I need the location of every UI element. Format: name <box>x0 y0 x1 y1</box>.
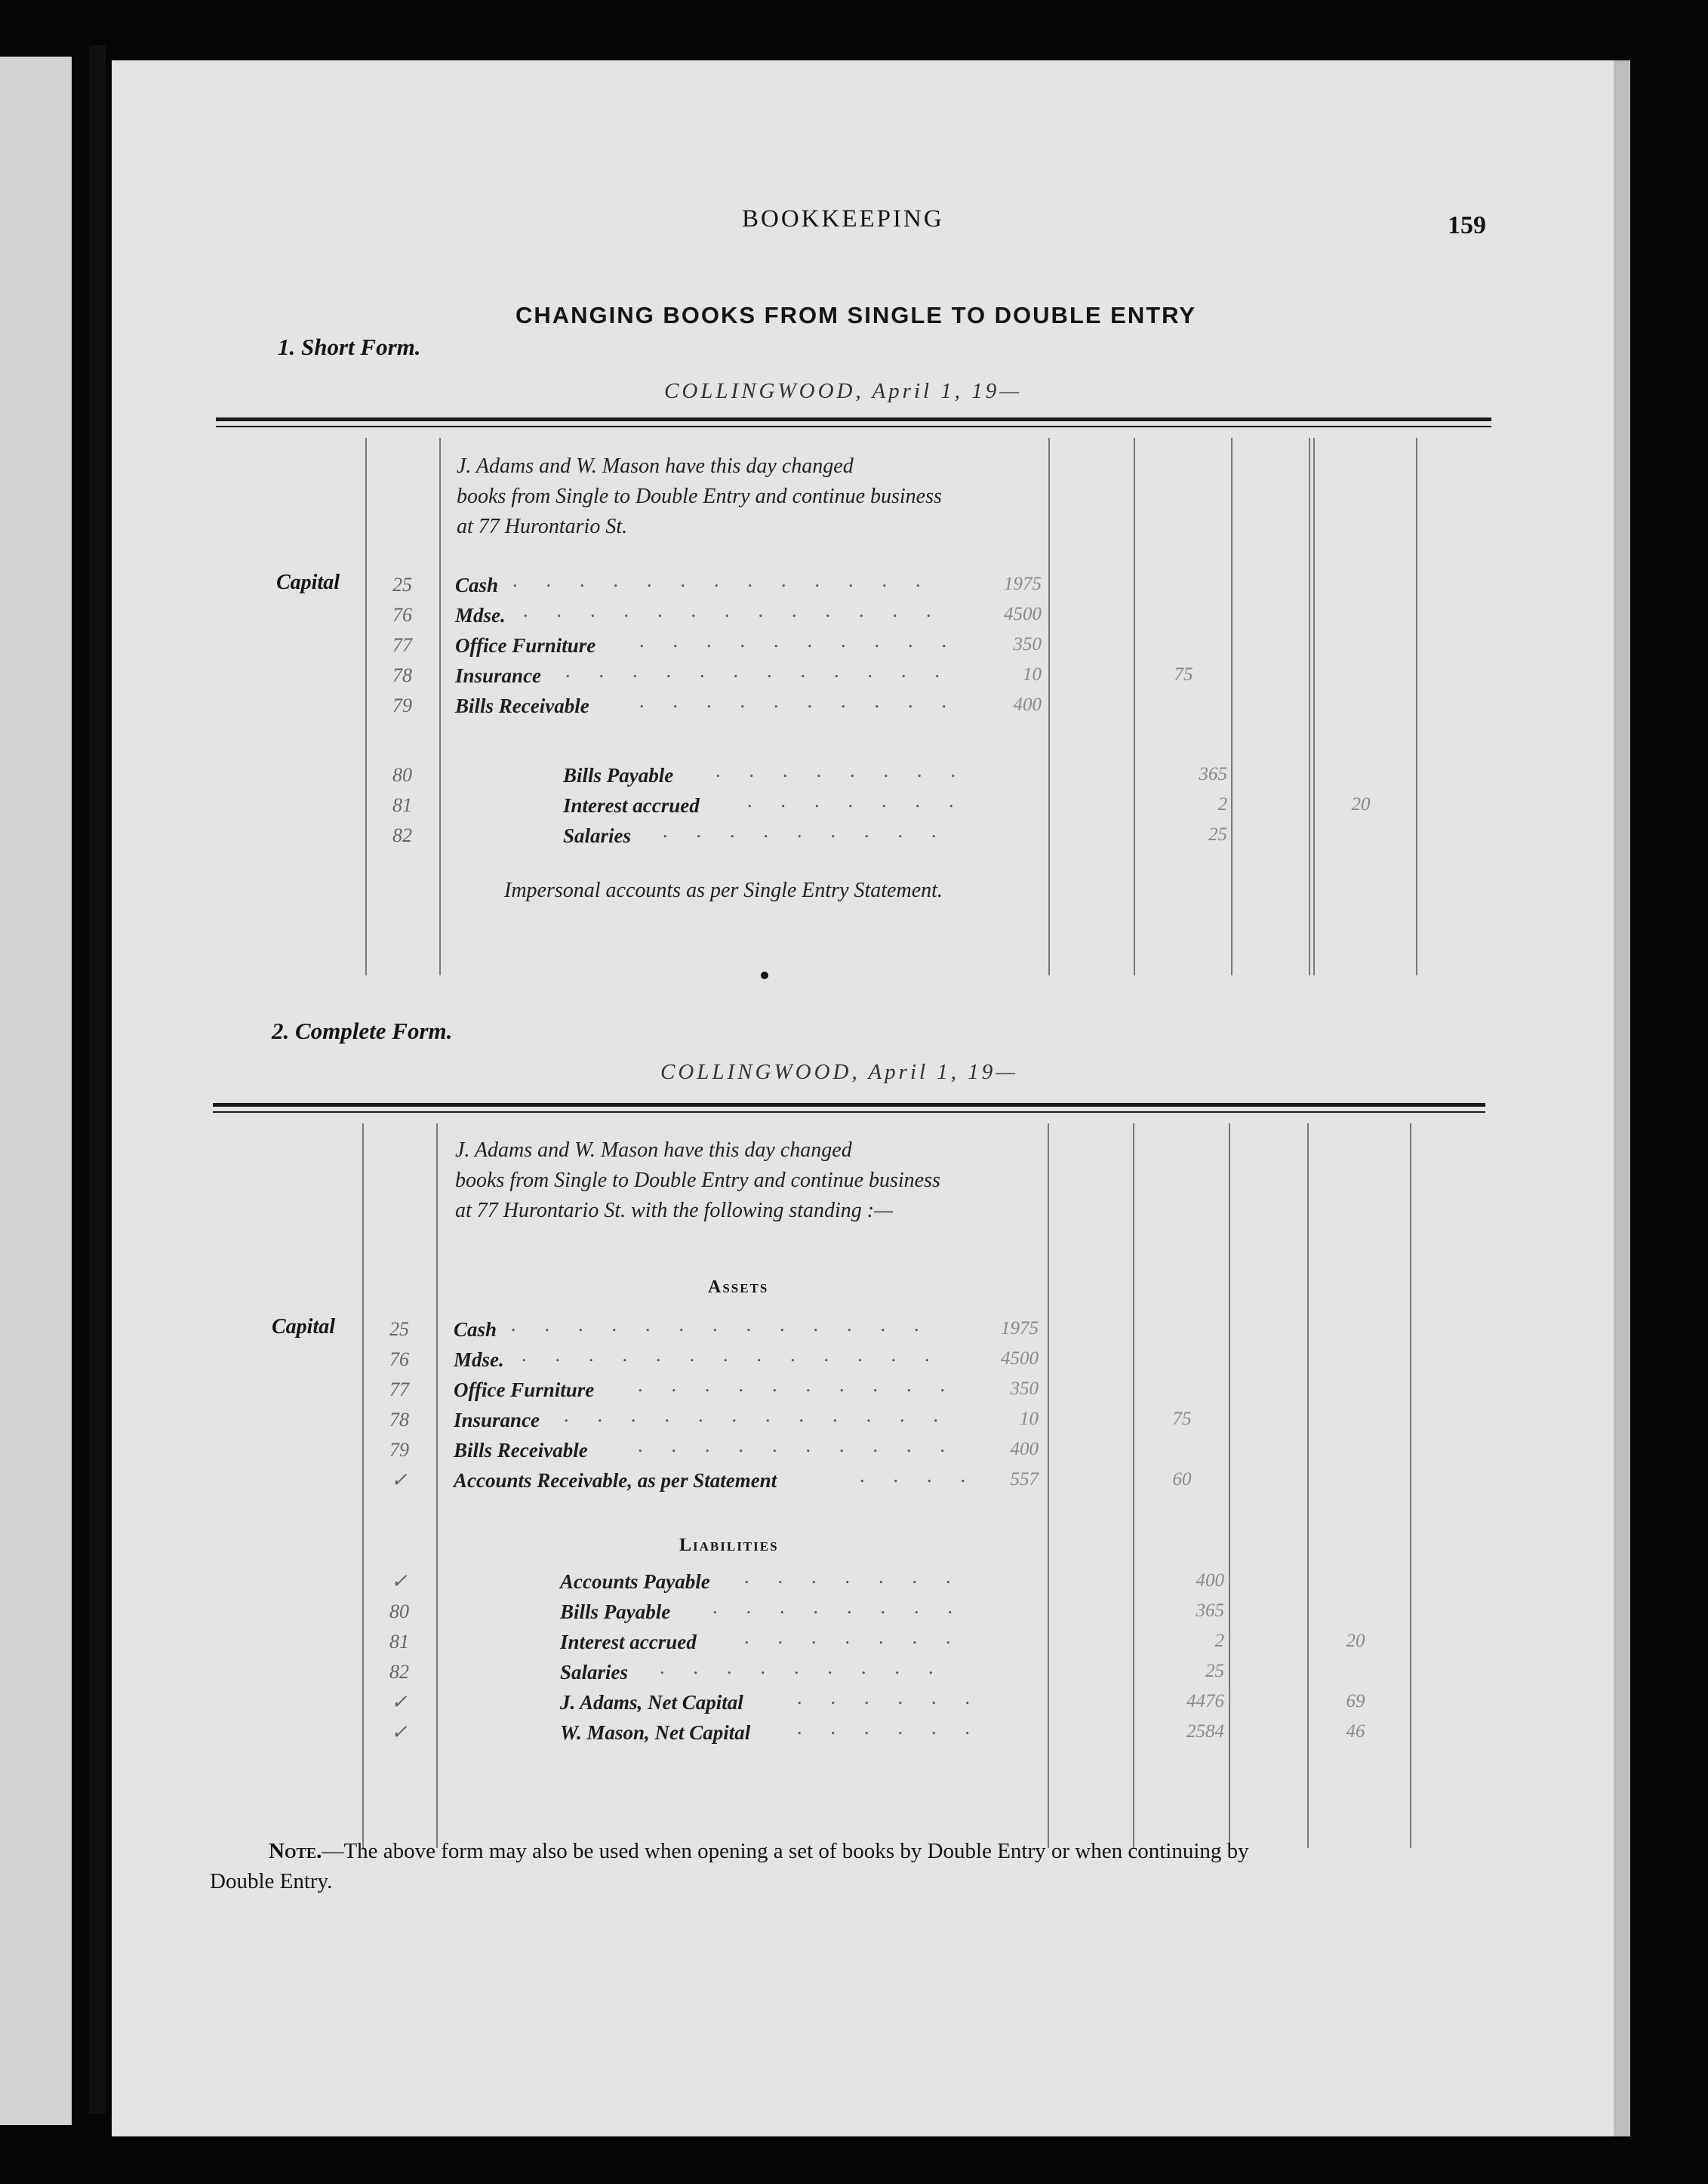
ledger-folio: 76 <box>389 1348 409 1370</box>
col-line <box>365 438 367 975</box>
dot-leader: ............ <box>565 660 968 682</box>
complete-form-top-rule <box>213 1103 1485 1107</box>
dot-leader: .......... <box>638 1374 974 1396</box>
ledger-folio: 82 <box>392 824 412 846</box>
amount-dollars: 350 <box>1013 634 1042 655</box>
amount-dollars: 4500 <box>1004 604 1042 624</box>
dot-leader: ............. <box>511 1314 948 1335</box>
short-form-top-rule-thin <box>216 426 1491 427</box>
amount-dollars: 25 <box>1205 1661 1224 1681</box>
amount-dollars: 1975 <box>1001 1318 1039 1338</box>
separator-dot <box>761 972 768 979</box>
ledger-folio: ✓ <box>391 1469 408 1491</box>
col-line <box>1410 1123 1411 1848</box>
facing-page-edge <box>0 57 72 2125</box>
ledger-account: Mdse. <box>455 604 506 627</box>
col-line <box>1416 438 1417 975</box>
dot-leader: .......... <box>639 630 975 652</box>
amount-cents: 60 <box>1172 1469 1192 1489</box>
ledger-account: J. Adams, Net Capital <box>560 1691 743 1714</box>
col-line <box>1313 438 1315 975</box>
ledger-folio: 77 <box>392 634 412 656</box>
col-line <box>1134 438 1135 975</box>
complete-form-dateline: COLLINGWOOD, April 1, 19— <box>660 1060 1019 1084</box>
amount-cents: 75 <box>1172 1409 1192 1429</box>
ledger-account: Bills Payable <box>560 1600 671 1623</box>
ledger-account: Insurance <box>454 1409 540 1431</box>
ledger-folio: 76 <box>392 604 412 626</box>
ledger-account: Cash <box>455 574 499 596</box>
col-line <box>1307 1123 1309 1848</box>
ledger-account: Interest accrued <box>560 1631 697 1653</box>
col-line <box>439 438 441 975</box>
ledger-folio: 81 <box>389 1631 409 1653</box>
amount-dollars: 365 <box>1196 1600 1224 1621</box>
dot-leader: ............. <box>523 599 960 621</box>
ledger-folio: 80 <box>392 764 412 786</box>
amount-dollars: 2 <box>1214 1631 1224 1651</box>
amount-dollars: 25 <box>1208 824 1227 845</box>
amount-cents: 75 <box>1174 664 1193 685</box>
dot-leader: ....... <box>744 1626 980 1648</box>
dot-leader: ......... <box>663 820 965 842</box>
ledger-account: Insurance <box>455 664 542 687</box>
dot-leader: ............. <box>522 1344 959 1366</box>
dot-leader: ...... <box>797 1717 999 1739</box>
col-line <box>362 1123 364 1848</box>
complete-form-heading: 2. Complete Form. <box>272 1018 453 1044</box>
ledger-folio: 78 <box>389 1409 409 1431</box>
note-line-2: Double Entry. <box>210 1869 333 1893</box>
amount-cents: 20 <box>1351 794 1371 815</box>
ledger-account: Bills Receivable <box>454 1439 588 1462</box>
ledger-account: Office Furniture <box>455 634 596 657</box>
col-line <box>1231 438 1233 975</box>
amount-dollars: 400 <box>1196 1570 1224 1591</box>
dot-leader: ........ <box>716 759 984 781</box>
complete-form-intro-3: at 77 Hurontario St. with the following standing :— <box>455 1199 894 1222</box>
ledger-folio: 25 <box>389 1318 409 1340</box>
dot-leader: ....... <box>744 1566 980 1588</box>
note-text: —The above form may also be used when opening a set of books by Double Entry or when continuing by <box>322 1839 1249 1863</box>
book-page <box>112 60 1614 2136</box>
dot-leader: .......... <box>638 1434 974 1456</box>
dot-leader: ............. <box>512 569 949 591</box>
amount-dollars: 4476 <box>1186 1691 1224 1711</box>
short-form-intro-3: at 77 Hurontario St. <box>457 515 628 538</box>
amount-dollars: 400 <box>1013 695 1042 715</box>
amount-dollars: 10 <box>1020 1409 1039 1429</box>
short-form-intro-1: J. Adams and W. Mason have this day changed <box>457 454 854 478</box>
amount-dollars: 365 <box>1199 764 1227 784</box>
binding-shadow <box>89 45 106 2114</box>
dot-leader: ........ <box>712 1596 981 1618</box>
amount-dollars: 2584 <box>1186 1721 1224 1742</box>
complete-form-intro-1: J. Adams and W. Mason have this day changed <box>455 1138 852 1162</box>
dot-leader: ......... <box>660 1656 962 1678</box>
dot-leader: ............ <box>564 1404 967 1426</box>
ledger-folio: 79 <box>389 1439 409 1461</box>
ledger-account: Office Furniture <box>454 1378 595 1401</box>
dot-leader: .......... <box>639 690 975 712</box>
dot-leader: .... <box>860 1465 994 1486</box>
ledger-folio: ✓ <box>391 1691 408 1713</box>
page-number: 159 <box>1448 211 1486 239</box>
short-form-dateline: COLLINGWOOD, April 1, 19— <box>664 379 1023 403</box>
amount-dollars: 350 <box>1010 1378 1039 1399</box>
dot-leader: ...... <box>797 1687 999 1708</box>
short-form-heading: 1. Short Form. <box>278 334 421 360</box>
ledger-account: Salaries <box>560 1661 629 1683</box>
amount-cents: 69 <box>1346 1691 1365 1711</box>
main-title: CHANGING BOOKS FROM SINGLE TO DOUBLE ENTRY <box>515 302 1197 328</box>
short-form-intro-2: books from Single to Double Entry and continue business <box>457 485 942 508</box>
short-form-top-rule <box>216 417 1491 421</box>
ledger-folio: 79 <box>392 695 412 716</box>
col-line <box>1048 1123 1049 1848</box>
ledger-folio: 81 <box>392 794 412 816</box>
dot-leader: ....... <box>747 790 983 812</box>
short-form-footer: Impersonal accounts as per Single Entry Statement. <box>504 879 943 902</box>
ledger-folio: ✓ <box>391 1721 408 1743</box>
short-form-capital-label: Capital <box>276 571 340 594</box>
amount-dollars: 10 <box>1023 664 1042 685</box>
amount-cents: 46 <box>1346 1721 1365 1742</box>
ledger-account: Bills Payable <box>563 764 674 787</box>
complete-form-capital-label: Capital <box>272 1315 336 1338</box>
amount-dollars: 4500 <box>1001 1348 1039 1369</box>
ledger-account: Mdse. <box>454 1348 504 1371</box>
page-edge-right <box>1614 60 1630 2136</box>
amount-cents: 20 <box>1346 1631 1365 1651</box>
col-line <box>1309 438 1310 975</box>
assets-heading: Assets <box>708 1277 769 1297</box>
ledger-account: Bills Receivable <box>455 695 589 717</box>
liabilities-heading: Liabilities <box>679 1536 779 1555</box>
complete-form-intro-2: books from Single to Double Entry and continue business <box>455 1169 940 1192</box>
col-line <box>1048 438 1050 975</box>
ledger-account: Cash <box>454 1318 497 1341</box>
ledger-folio: 78 <box>392 664 412 686</box>
ledger-folio: 25 <box>392 574 412 596</box>
ledger-folio: 82 <box>389 1661 409 1683</box>
ledger-account: Salaries <box>563 824 632 847</box>
amount-dollars: 2 <box>1217 794 1227 815</box>
ledger-account: Accounts Payable <box>560 1570 710 1593</box>
amount-dollars: 557 <box>1010 1469 1039 1489</box>
ledger-account: Accounts Receivable, as per Statement <box>454 1469 777 1492</box>
ledger-account: Interest accrued <box>563 794 700 817</box>
ledger-folio: 77 <box>389 1378 409 1400</box>
ledger-folio: 80 <box>389 1600 409 1622</box>
ledger-folio: ✓ <box>391 1570 408 1592</box>
col-line <box>436 1123 438 1848</box>
complete-form-top-rule-thin <box>213 1111 1485 1113</box>
col-line <box>1229 1123 1230 1848</box>
note-label: Note. <box>269 1839 322 1863</box>
ledger-account: W. Mason, Net Capital <box>560 1721 751 1744</box>
amount-dollars: 400 <box>1010 1439 1039 1459</box>
col-line <box>1133 1123 1134 1848</box>
amount-dollars: 1975 <box>1004 574 1042 594</box>
running-title: BOOKKEEPING <box>742 205 944 233</box>
note-line-1 <box>269 1836 1249 1866</box>
